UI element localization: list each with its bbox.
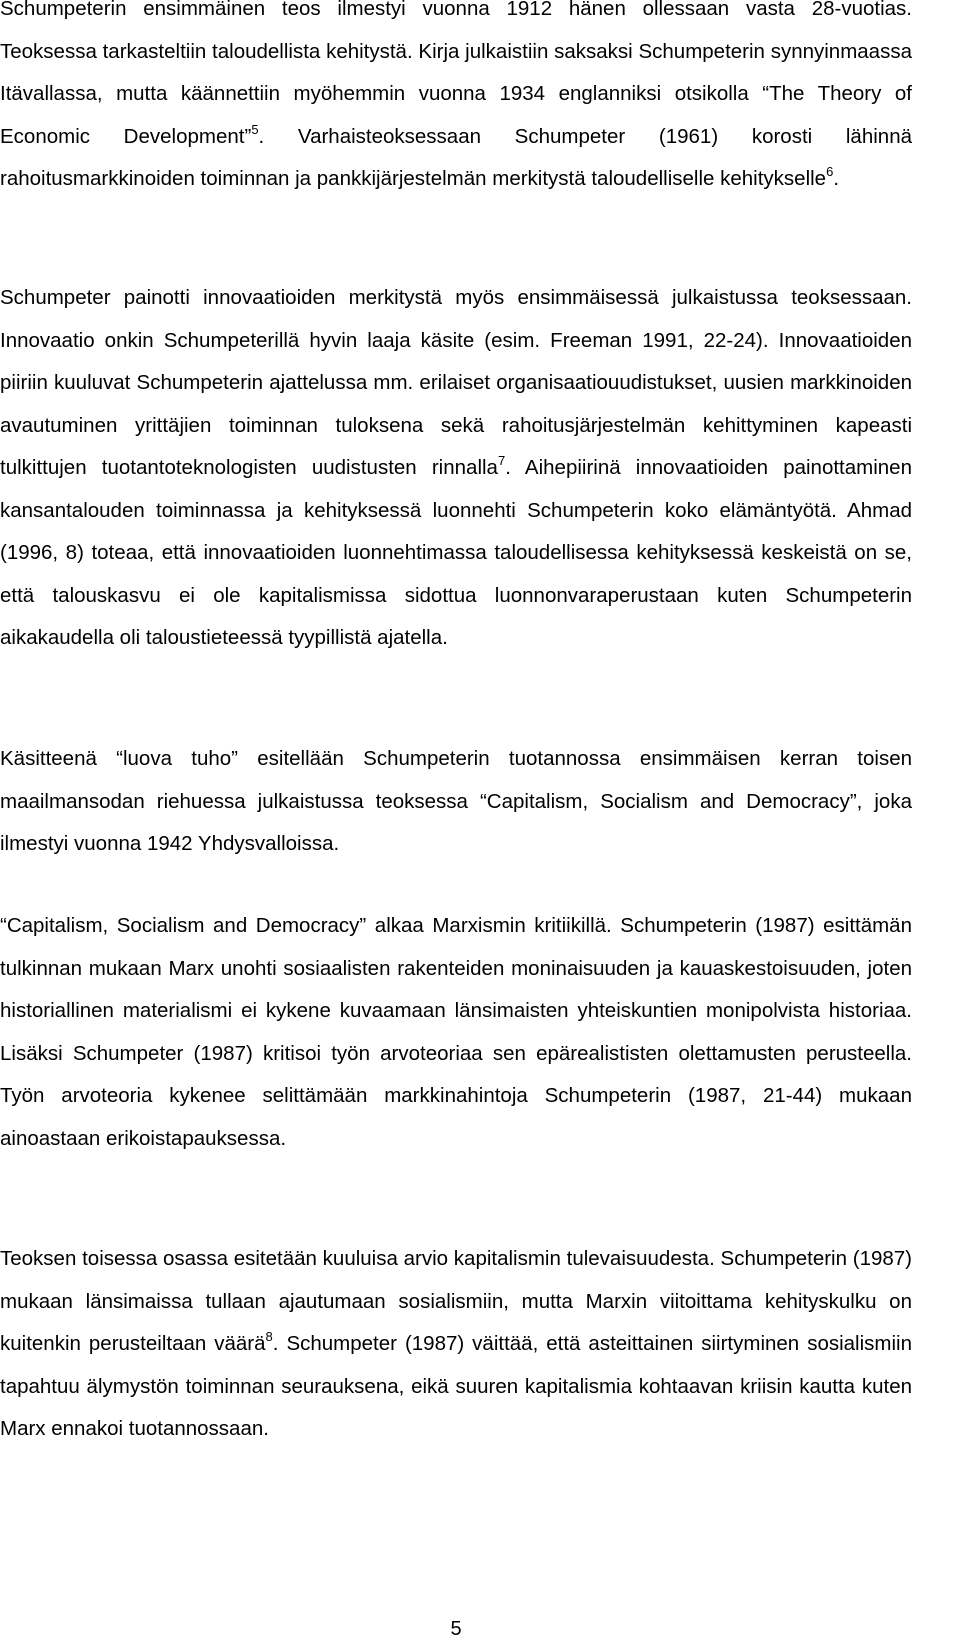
paragraph-text: Teoksen toisessa osassa esitetään kuuluisa arvio kapitalismin tulevaisuudesta. Schumpeterin (1987) mukaan länsimaissa tullaan ajautumaan sosialismiin, mutta Marxin viitoittama kehityskulku on kuitenkin perusteiltaan väärä xyxy=(0,1247,912,1355)
paragraph-marxism-critique xyxy=(0,905,912,1160)
paragraph-text: . Varhaisteoksessaan Schumpeter (1961) korosti lähinnä rahoitusmarkkinoiden toiminnan ja pankkijärjestelmän merkitystä taloudelliselle kehitykselle xyxy=(0,124,912,190)
footnote-ref-6: 6 xyxy=(826,164,834,179)
paragraph-creative-destruction xyxy=(0,738,912,866)
paragraph-text: Schumpeterin ensimmäinen teos ilmestyi vuonna 1912 hänen ollessaan vasta 28-vuotias. Teoksessa tarkasteltiin taloudellista kehitystä. Kirja julkaistiin saksaksi Schumpeterin synnyinmaassa Itävallassa, mutta käännettiin myöhemmin vuonna 1934 englanniksi otsikolla “The Theory of Economic Development” xyxy=(0,0,912,148)
paragraph-innovation xyxy=(0,277,912,660)
paragraph-future-of-capitalism xyxy=(0,1238,912,1451)
page-number: 5 xyxy=(450,1618,462,1640)
paragraph-text: . xyxy=(833,167,840,190)
paragraph-schumpeter-first-work xyxy=(0,0,912,201)
paragraph-text: Käsitteenä “luova tuho” esitellään Schumpeterin tuotannossa ensimmäisen kerran toisen maailmansodan riehuessa julkaistussa teoksessa “Capitalism, Socialism and Democracy”, joka ilmestyi vuonna 1942 Yhdysvalloissa. xyxy=(0,747,912,855)
paragraph-text: . Schumpeter (1987) väittää, että asteittainen siirtyminen sosialismiin tapahtuu älymystön toiminnan seurauksena, eikä suuren kapitalismia kohtaavan kriisin kautta kuten Marx ennakoi tuotannossaan. xyxy=(0,1332,912,1440)
paragraph-text: Schumpeter painotti innovaatioiden merkitystä myös ensimmäisessä julkaistussa teoksessaan. Innovaatio onkin Schumpeterillä hyvin laaja käsite (esim. Freeman 1991, 22-24). Innovaatioiden piiriin kuuluvat Schumpeterin ajattelussa mm. erilaiset organisaatiouudistukset, uusien markkinoiden avautuminen yrittäjien toiminnan tuloksena sekä rahoitusjärjestelmän kehittyminen kapeasti tulkittujen tuotantoteknologisten uudistusten rinnalla xyxy=(0,286,912,479)
paragraph-text: . Aihepiirinä innovaatioiden painottaminen kansantalouden toiminnassa ja kehityksessä luonnehti Schumpeterin koko elämäntyötä. Ahmad (1996, 8) toteaa, että innovaatioiden luonnehtimassa taloudellisessa kehityksessä keskeistä on se, että talouskasvu ei ole kapitalismissa sidottua luonnonvaraperustaan kuten Schumpeterin aikakaudella oli taloustieteessä tyypillistä ajatella. xyxy=(0,456,912,649)
footnote-ref-8: 8 xyxy=(265,1329,273,1344)
footnote-ref-7: 7 xyxy=(497,453,506,468)
paragraph-text: “Capitalism, Socialism and Democracy” alkaa Marxismin kritiikillä. Schumpeterin (1987) esittämän tulkinnan mukaan Marx unohti sosiaalisten rakenteiden moninaisuuden ja kauaskestoisuuden, joten historiallinen materialismi ei kykene kuvaamaan länsimaisten yhteiskuntien monipolvista historiaa. Lisäksi Schumpeter (1987) kritisoi työn arvoteoriaa sen epärealististen olettamusten perusteella. Työn arvoteoria kykenee selittämään markkinahintoja Schumpeterin (1987, 21-44) mukaan ainoastaan erikoistapauksessa. xyxy=(0,914,912,1150)
footnote-ref-5: 5 xyxy=(251,121,259,137)
